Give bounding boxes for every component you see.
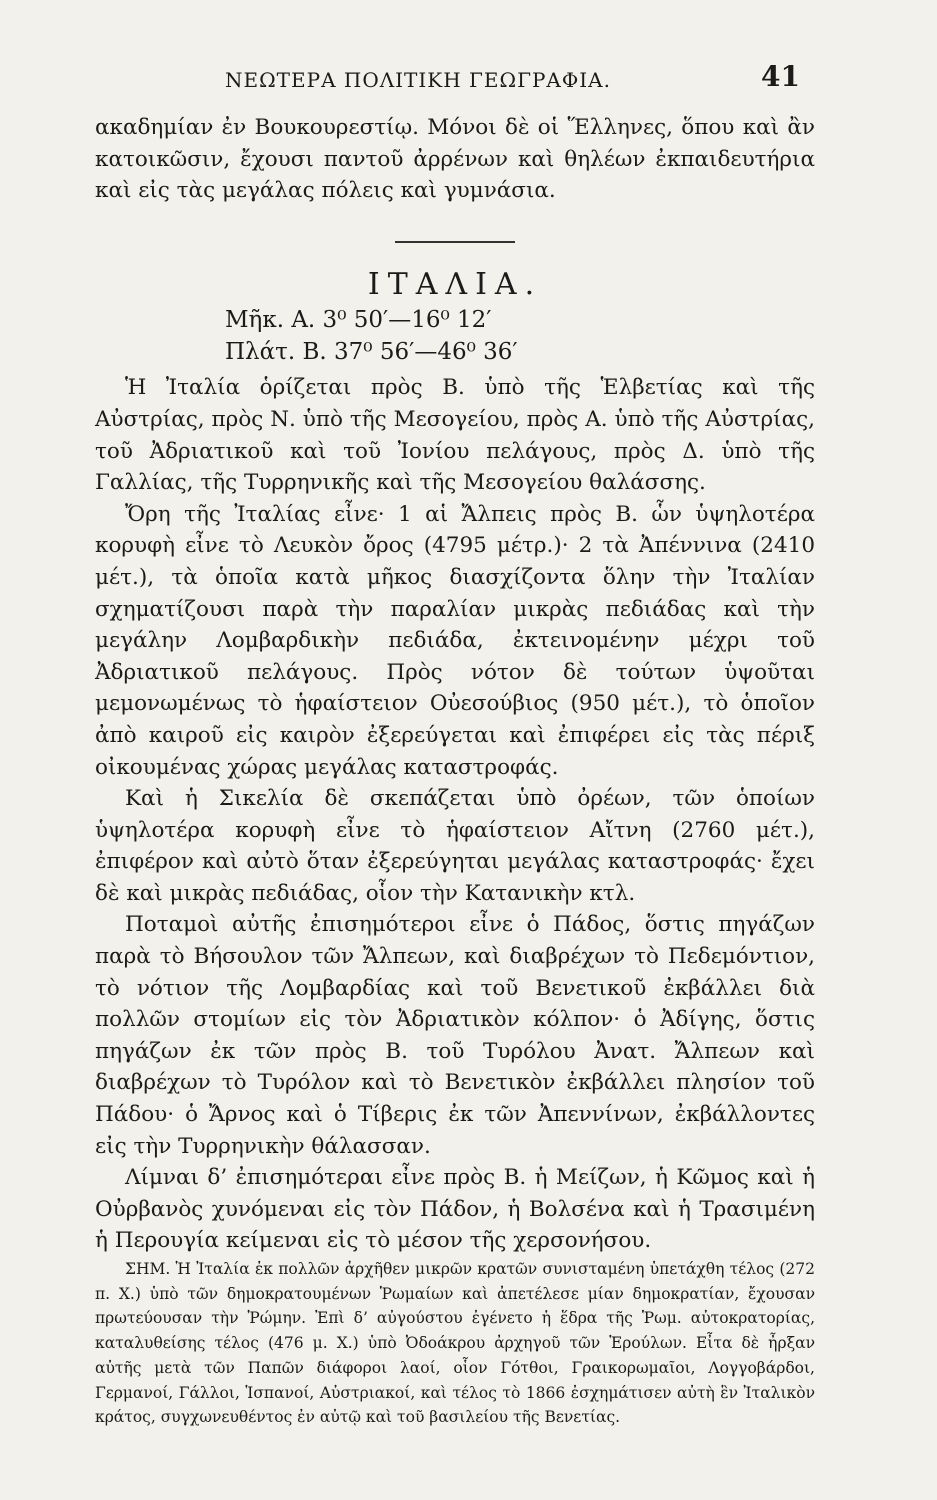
intro-paragraph: ακαδημίαν ἐν Βουκουρεστίῳ. Μόνοι δὲ οἱ Ἕλληνες, ὅπου καὶ ἂν κατοικῶσιν, ἔχουσι παντοῦ ἀρρένων καὶ θηλέων ἐκπαιδευτήρια καὶ εἰς τὰς μεγάλας πόλεις καὶ γυμνάσια. — [95, 115, 815, 204]
longitude-line: Μῆκ. Α. 3⁰ 50′—16⁰ 12′ — [225, 307, 492, 334]
page-body — [95, 112, 815, 1430]
paragraph-borders: Ἡ Ἰταλία ὁρίζεται πρὸς Β. ὑπὸ τῆς Ἑλβετίας καὶ τῆς Αὐστρίας, πρὸς Ν. ὑπὸ τῆς Μεσογείου, πρὸς Α. ὑπὸ τῆς Αὐστρίας, τοῦ Ἀδριατικοῦ καὶ τοῦ Ἰονίου πελάγους, πρὸς Δ. ὑπὸ τῆς Γαλλίας, τῆς Τυρρηνικῆς καὶ τῆς Μεσογείου θαλάσσης. — [95, 375, 815, 496]
running-head: ΝΕΩΤΕΡΑ ΠΟΛΙΤΙΚΗ ΓΕΩΓΡΑΦΙΑ. — [225, 68, 611, 92]
page-header — [95, 60, 800, 100]
coordinates-block — [95, 304, 815, 368]
section-divider — [395, 241, 515, 243]
paragraph-sicily: Καὶ ἡ Σικελία δὲ σκεπάζεται ὑπὸ ὀρέων, τῶν ὁποίων ὑψηλοτέρα κορυφὴ εἶνε τὸ ἡφαίστειον Αἴτνη (2760 μέτ.), ἐπιφέρον καὶ αὐτὸ ὅταν ἐξερεύγηται μεγάλας καταστροφάς· ἔχει δὲ καὶ μικρὰς πεδιάδας, οἷον τὴν Κατανικὴν κτλ. — [95, 786, 815, 906]
historical-note: ΣΗΜ. Ἡ Ἰταλία ἐκ πολλῶν ἀρχῆθεν μικρῶν κρατῶν συνισταμένη ὑπετάχθη τέλος (272 π. Χ.) ὑπὸ τῶν δημοκρατουμένων Ῥωμαίων καὶ ἀπετέλεσε μίαν δημοκρατίαν, ἔχουσαν πρωτεύουσαν τὴν Ῥώμην. Ἐπὶ δ’ αὐγούστου ἐγένετο ἡ ἕδρα τῆς Ῥωμ. αὐτοκρατορίας, καταλυθείσης τέλος (476 μ. Χ.) ὑπὸ Ὀδοάκρου ἀρχηγοῦ τῶν Ἑρούλων. Εἶτα δὲ ἦρξαν αὐτῆς μετὰ τῶν Παπῶν διάφοροι λαοί, οἷον Γότθοι, Γραικορωμαῖοι, Λογγοβάρδοι, Γερμανοί, Γάλλοι, Ἱσπανοί, Αὐστριακοί, καὶ τέλος τὸ 1866 ἐσχημάτισεν αὐτὴ ἓν Ἰταλικὸν κράτος, συγχωνευθέντος ἐν αὐτῷ καὶ τοῦ βασιλείου τῆς Βενετίας. — [95, 1260, 815, 1427]
section-title: ΙΤΑΛΙΑ. — [367, 266, 543, 302]
latitude-line: Πλάτ. Β. 37⁰ 56′—46⁰ 36′ — [225, 339, 518, 366]
page-number: 41 — [761, 60, 800, 93]
paragraph-mountains: Ὄρη τῆς Ἰταλίας εἶνε· 1 αἱ Ἄλπεις πρὸς Β. ὧν ὑψηλοτέρα κορυφὴ εἶνε τὸ Λευκὸν ὄρος (4795 μέτρ.)· 2 τὰ Ἀπέννινα (2410 μέτ.), τὰ ὁποῖα κατὰ μῆκος διασχίζοντα ὅλην τὴν Ἰταλίαν σχηματίζουσι παρὰ τὴν παραλίαν μικρὰς πεδιάδας καὶ τὴν μεγάλην Λομβαρδικὴν πεδιάδα, ἐκτεινομένην μέχρι τοῦ Ἀδριατικοῦ πελάγους. Πρὸς νότον δὲ τούτων ὑψοῦται μεμονωμένως τὸ ἡφαίστειον Οὐεσούβιος (950 μέτ.), τὸ ὁποῖον ἀπὸ καιροῦ εἰς καιρὸν ἐξερεύγεται καὶ ἐπιφέρει εἰς τὰς πέριξ οἰκουμένας χώρας μεγάλας καταστροφάς. — [95, 501, 815, 780]
paragraph-rivers: Ποταμοὶ αὐτῆς ἐπισημότεροι εἶνε ὁ Πάδος, ὅστις πηγάζων παρὰ τὸ Βήσουλον τῶν Ἄλπεων, καὶ διαβρέχων τὸ Πεδεμόντιον, τὸ νότιον τῆς Λομβαρδίας καὶ τοῦ Βενετικοῦ ἐκβάλλει διὰ πολλῶν στομίων εἰς τὸν Ἀδριατικὸν κόλπον· ὁ Ἀδίγης, ὅστις πηγάζων ἐκ τῶν πρὸς Β. τοῦ Τυρόλου Ἀνατ. Ἄλπεων καὶ διαβρέχων τὸ Τυρόλον καὶ τὸ Βενετικὸν ἐκβάλλει πλησίον τοῦ Πάδου· ὁ Ἄρνος καὶ ὁ Τίβερις ἐκ τῶν Ἀπεννίνων, ἐκβάλλοντες εἰς τὴν Τυρρηνικὴν θάλασσαν. — [95, 912, 815, 1159]
paragraph-lakes: Λίμναι δ’ ἐπισημότεραι εἶνε πρὸς Β. ἡ Μείζων, ἡ Κῶμος καὶ ἡ Οὐρβανὸς χυνόμεναι εἰς τὸν Πάδον, ἡ Βολσένα καὶ ἡ Τρασιμένη ἡ Περουγία κείμεναι εἰς τὸ μέσον τῆς χερσονήσου. — [95, 1165, 815, 1254]
